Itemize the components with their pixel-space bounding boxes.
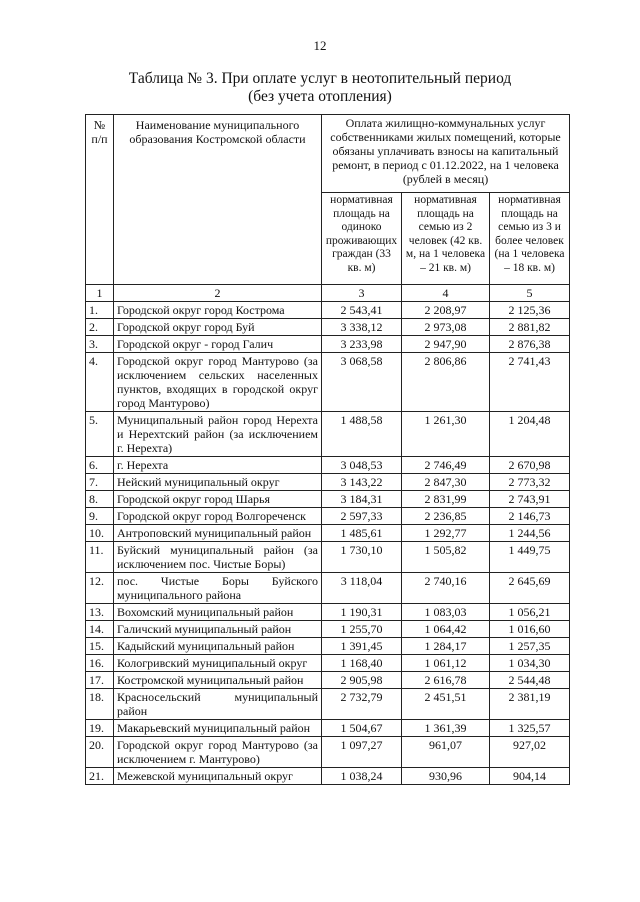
table-row	[86, 508, 570, 525]
value-family-of-two: 930,96	[402, 768, 490, 785]
value-family-of-two: 1 361,39	[402, 720, 490, 737]
value-family-of-three: 1 325,57	[490, 720, 570, 737]
value-single-resident: 2 597,33	[322, 508, 402, 525]
column-index-row	[86, 285, 570, 302]
value-family-of-two: 2 947,90	[402, 336, 490, 353]
value-single-resident: 3 118,04	[322, 573, 402, 604]
value-family-of-two: 961,07	[402, 737, 490, 768]
municipality-name: Межевской муниципальный округ	[114, 768, 322, 785]
page-number: 12	[313, 38, 327, 53]
row-number: 4.	[86, 353, 114, 412]
municipality-name: Костромской муниципальный район	[114, 672, 322, 689]
header-payment-group: Оплата жилищно-коммунальных услуг собственниками жилых помещений, которые обязаны уплачивать взносы на капитальный ремонт, в период с 01.12.2022, на 1 человека (рублей в месяц)	[322, 115, 570, 193]
table-row	[86, 542, 570, 573]
row-number: 8.	[86, 491, 114, 508]
column-index: 2	[114, 285, 322, 302]
value-single-resident: 1 391,45	[322, 638, 402, 655]
row-number: 16.	[86, 655, 114, 672]
tariff-table	[85, 114, 570, 785]
row-number: 17.	[86, 672, 114, 689]
value-single-resident: 1 255,70	[322, 621, 402, 638]
value-family-of-three: 1 204,48	[490, 412, 570, 457]
value-single-resident: 3 143,22	[322, 474, 402, 491]
table-body	[86, 302, 570, 785]
table-title-line-2: (без учета отопления)	[248, 88, 392, 105]
row-number: 1.	[86, 302, 114, 319]
table-row	[86, 573, 570, 604]
value-family-of-two: 2 806,86	[402, 353, 490, 412]
value-family-of-two: 1 284,17	[402, 638, 490, 655]
value-family-of-three: 904,14	[490, 768, 570, 785]
table-title	[0, 70, 640, 106]
value-single-resident: 1 485,61	[322, 525, 402, 542]
municipality-name: Городской округ город Шарья	[114, 491, 322, 508]
municipality-name: Городской округ город Волгореченск	[114, 508, 322, 525]
value-family-of-three: 2 743,91	[490, 491, 570, 508]
table-row	[86, 737, 570, 768]
municipality-name: г. Нерехта	[114, 457, 322, 474]
municipality-name: Нейский муниципальный округ	[114, 474, 322, 491]
value-family-of-two: 2 746,49	[402, 457, 490, 474]
municipality-name: Кадыйский муниципальный район	[114, 638, 322, 655]
column-index: 5	[490, 285, 570, 302]
table-row	[86, 353, 570, 412]
value-family-of-three: 1 034,30	[490, 655, 570, 672]
value-family-of-three: 2 773,32	[490, 474, 570, 491]
value-family-of-three: 1 244,56	[490, 525, 570, 542]
value-family-of-three: 2 881,82	[490, 319, 570, 336]
row-number: 20.	[86, 737, 114, 768]
municipality-name: Кологривский муниципальный округ	[114, 655, 322, 672]
municipality-name: Красносельский муниципальный район	[114, 689, 322, 720]
row-number: 10.	[86, 525, 114, 542]
municipality-name: Вохомский муниципальный район	[114, 604, 322, 621]
value-family-of-two: 1 292,77	[402, 525, 490, 542]
table-row	[86, 525, 570, 542]
row-number: 13.	[86, 604, 114, 621]
column-index: 1	[86, 285, 114, 302]
table-row	[86, 491, 570, 508]
value-single-resident: 2 732,79	[322, 689, 402, 720]
value-single-resident: 3 338,12	[322, 319, 402, 336]
table-row	[86, 621, 570, 638]
header-single-resident: нормативная площадь на одиноко проживающих граждан (33 кв. м)	[322, 193, 402, 285]
municipality-name: Антроповский муниципальный район	[114, 525, 322, 542]
value-family-of-three: 2 381,19	[490, 689, 570, 720]
row-number: 2.	[86, 319, 114, 336]
value-family-of-three: 2 670,98	[490, 457, 570, 474]
row-number: 3.	[86, 336, 114, 353]
value-family-of-three: 1 257,35	[490, 638, 570, 655]
municipality-name: пос. Чистые Боры Буйского муниципального района	[114, 573, 322, 604]
value-family-of-three: 2 544,48	[490, 672, 570, 689]
value-family-of-three: 2 741,43	[490, 353, 570, 412]
table-title-line-1: Таблица № 3. При оплате услуг в неотопительный период	[128, 70, 512, 87]
municipality-name: Муниципальный район город Нерехта и Нерехтский район (за исключением г. Нерехта)	[114, 412, 322, 457]
header-municipality: Наименование муниципального образования Костромской области	[114, 115, 322, 285]
value-family-of-two: 1 505,82	[402, 542, 490, 573]
value-single-resident: 1 168,40	[322, 655, 402, 672]
value-family-of-two: 1 261,30	[402, 412, 490, 457]
table-row	[86, 638, 570, 655]
value-single-resident: 3 184,31	[322, 491, 402, 508]
value-family-of-three: 2 146,73	[490, 508, 570, 525]
value-family-of-two: 2 451,51	[402, 689, 490, 720]
value-single-resident: 1 190,31	[322, 604, 402, 621]
row-number: 19.	[86, 720, 114, 737]
row-number: 9.	[86, 508, 114, 525]
municipality-name: Макарьевский муниципальный район	[114, 720, 322, 737]
municipality-name: Буйский муниципальный район (за исключением пос. Чистые Боры)	[114, 542, 322, 573]
municipality-name: Городской округ - город Галич	[114, 336, 322, 353]
row-number: 7.	[86, 474, 114, 491]
value-family-of-three: 2 125,36	[490, 302, 570, 319]
column-index: 3	[322, 285, 402, 302]
value-family-of-two: 2 847,30	[402, 474, 490, 491]
row-number: 14.	[86, 621, 114, 638]
row-number: 18.	[86, 689, 114, 720]
municipality-name: Городской округ город Мантурово (за исключением сельских населенных пунктов, входящих в городской округ город Мантурово)	[114, 353, 322, 412]
value-family-of-two: 2 236,85	[402, 508, 490, 525]
row-number: 21.	[86, 768, 114, 785]
table-row	[86, 604, 570, 621]
value-family-of-two: 2 973,08	[402, 319, 490, 336]
value-family-of-two: 2 208,97	[402, 302, 490, 319]
value-single-resident: 2 905,98	[322, 672, 402, 689]
value-single-resident: 1 730,10	[322, 542, 402, 573]
table-row	[86, 672, 570, 689]
value-family-of-two: 2 831,99	[402, 491, 490, 508]
table-header	[86, 115, 570, 302]
value-family-of-two: 1 061,12	[402, 655, 490, 672]
value-family-of-three: 1 449,75	[490, 542, 570, 573]
header-family-of-three: нормативная площадь на семью из 3 и более человек (на 1 человека – 18 кв. м)	[490, 193, 570, 285]
value-family-of-three: 927,02	[490, 737, 570, 768]
row-number: 12.	[86, 573, 114, 604]
value-single-resident: 3 233,98	[322, 336, 402, 353]
table-row	[86, 319, 570, 336]
value-family-of-two: 1 064,42	[402, 621, 490, 638]
value-family-of-three: 2 876,38	[490, 336, 570, 353]
value-single-resident: 1 038,24	[322, 768, 402, 785]
value-family-of-two: 2 740,16	[402, 573, 490, 604]
value-single-resident: 1 097,27	[322, 737, 402, 768]
table-row	[86, 720, 570, 737]
value-single-resident: 3 048,53	[322, 457, 402, 474]
row-number: 15.	[86, 638, 114, 655]
value-family-of-three: 1 016,60	[490, 621, 570, 638]
row-number: 11.	[86, 542, 114, 573]
column-index: 4	[402, 285, 490, 302]
row-number: 5.	[86, 412, 114, 457]
municipality-name: Городской округ город Буй	[114, 319, 322, 336]
table-row	[86, 302, 570, 319]
header-number: № п/п	[86, 115, 114, 285]
header-family-of-two: нормативная площадь на семью из 2 человек (42 кв. м, на 1 человека – 21 кв. м)	[402, 193, 490, 285]
value-single-resident: 2 543,41	[322, 302, 402, 319]
municipality-name: Галичский муниципальный район	[114, 621, 322, 638]
table-row	[86, 412, 570, 457]
value-single-resident: 1 488,58	[322, 412, 402, 457]
table-row	[86, 336, 570, 353]
table-row	[86, 474, 570, 491]
value-family-of-three: 1 056,21	[490, 604, 570, 621]
value-single-resident: 1 504,67	[322, 720, 402, 737]
table-row	[86, 655, 570, 672]
table-row	[86, 457, 570, 474]
table-row	[86, 689, 570, 720]
value-family-of-three: 2 645,69	[490, 573, 570, 604]
value-family-of-two: 1 083,03	[402, 604, 490, 621]
row-number: 6.	[86, 457, 114, 474]
municipality-name: Городской округ город Мантурово (за исключением г. Мантурово)	[114, 737, 322, 768]
value-single-resident: 3 068,58	[322, 353, 402, 412]
value-family-of-two: 2 616,78	[402, 672, 490, 689]
municipality-name: Городской округ город Кострома	[114, 302, 322, 319]
table-row	[86, 768, 570, 785]
